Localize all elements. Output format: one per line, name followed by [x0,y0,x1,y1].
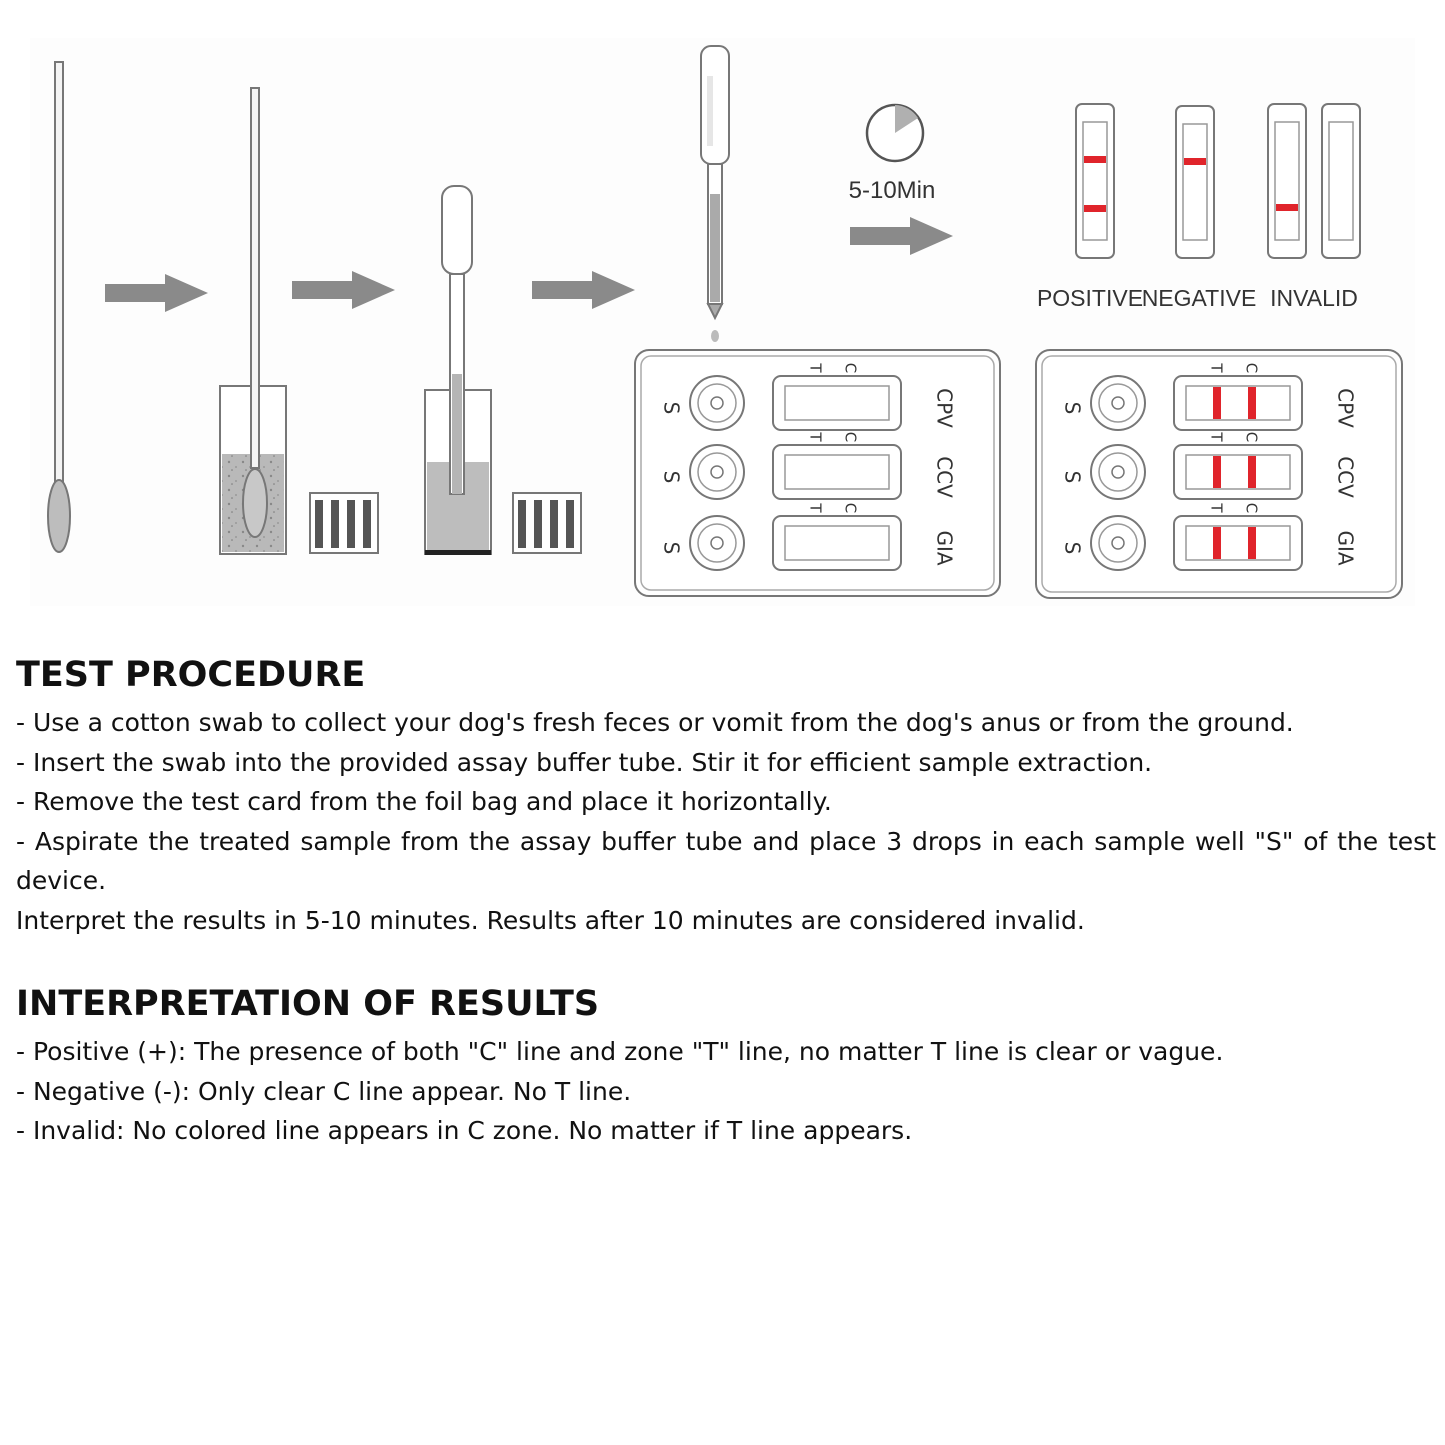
card-test-label: GIA [1333,530,1358,566]
sample-well-dot [711,397,723,409]
control-line-mark [1248,456,1256,488]
control-line-label: C [841,431,860,443]
test-line-label: T [1207,363,1226,373]
tube-cap-icon [310,493,378,553]
sample-well-label: S [659,401,684,415]
result-window-inner [785,386,889,420]
control-line-label: C [1242,362,1261,374]
control-line-label: C [1242,502,1261,514]
test-procedure-diagram [30,38,1415,606]
result-item: - Positive (+): The presence of both "C" line and zone "T" line, no matter T line is clear or vague. [16,1037,1224,1066]
sample-well-dot [711,466,723,478]
interpretation-heading: INTERPRETATION OF RESULTS [16,984,600,1024]
test-line-mark [1213,456,1221,488]
procedure-step: - Insert the swab into the provided assay buffer tube. Stir it for efficient sample extraction. [16,747,1153,777]
result-window-inner [785,526,889,560]
sample-well-label: S [1060,541,1085,555]
card-test-label: GIA [932,530,957,566]
interpretation-section [16,982,1436,1151]
control-line-label: C [841,362,860,374]
result-strip-invalid-1 [1268,104,1306,258]
sample-well-dot [1112,466,1124,478]
control-line-label: C [841,502,860,514]
procedure-step: - Remove the test card from the foil bag and place it horizontally. [16,787,832,816]
result-strip-positive [1076,104,1114,258]
sample-well-label: S [1060,401,1085,415]
test-line-mark [1213,387,1221,419]
test-line-label: T [806,503,825,513]
sample-well-label: S [1060,470,1085,484]
sample-well-dot [1112,397,1124,409]
sample-well-dot [711,537,723,549]
result-window-inner [1186,455,1290,489]
test-line-mark [1084,205,1106,212]
procedure-step: - Aspirate the treated sample from the assay buffer tube and place 3 drops in each sample well "S" of the test device. [16,826,1436,895]
test-line-label: T [1207,432,1226,442]
test-procedure-heading: TEST PROCEDURE [16,655,366,695]
test-line-label: T [806,432,825,442]
result-item: - Invalid: No colored line appears in C zone. No matter if T line appears. [16,1116,913,1145]
card-test-label: CCV [932,456,957,498]
control-line-mark [1248,387,1256,419]
sample-well-label: S [659,541,684,555]
strip-label-negative: NEGATIVE [1141,285,1257,311]
strip-label-positive: POSITIVE [1036,285,1144,311]
result-strip-negative [1176,106,1214,258]
control-line-label: C [1242,431,1261,443]
timer-icon [867,105,923,161]
result-strip-invalid-2 [1322,104,1360,258]
control-line-mark [1084,156,1106,163]
result-window-inner [785,455,889,489]
test-line-label: T [1207,503,1226,513]
test-procedure-section [16,653,1436,940]
strip-label-invalid: INVALID [1270,285,1358,311]
procedure-step: Interpret the results in 5-10 minutes. Results after 10 minutes are considered invalid. [16,905,1085,935]
card-test-label: CCV [1333,456,1358,498]
card-test-label: CPV [932,388,957,428]
sample-well-dot [1112,537,1124,549]
timer-label: 5-10Min [848,177,936,204]
result-item: - Negative (-): Only clear C line appear. No T line. [16,1076,632,1106]
result-window-inner [1186,386,1290,420]
sample-well-label: S [659,470,684,484]
control-line-mark [1248,527,1256,559]
procedure-step: - Use a cotton swab to collect your dog's fresh feces or vomit from the dog's anus or from the ground. [16,708,1294,737]
card-test-label: CPV [1333,388,1358,428]
tube-cap-icon [513,493,581,553]
test-line-mark [1213,527,1221,559]
test-line-mark [1276,204,1298,211]
result-window-inner [1186,526,1290,560]
test-line-label: T [806,363,825,373]
control-line-mark [1184,158,1206,165]
